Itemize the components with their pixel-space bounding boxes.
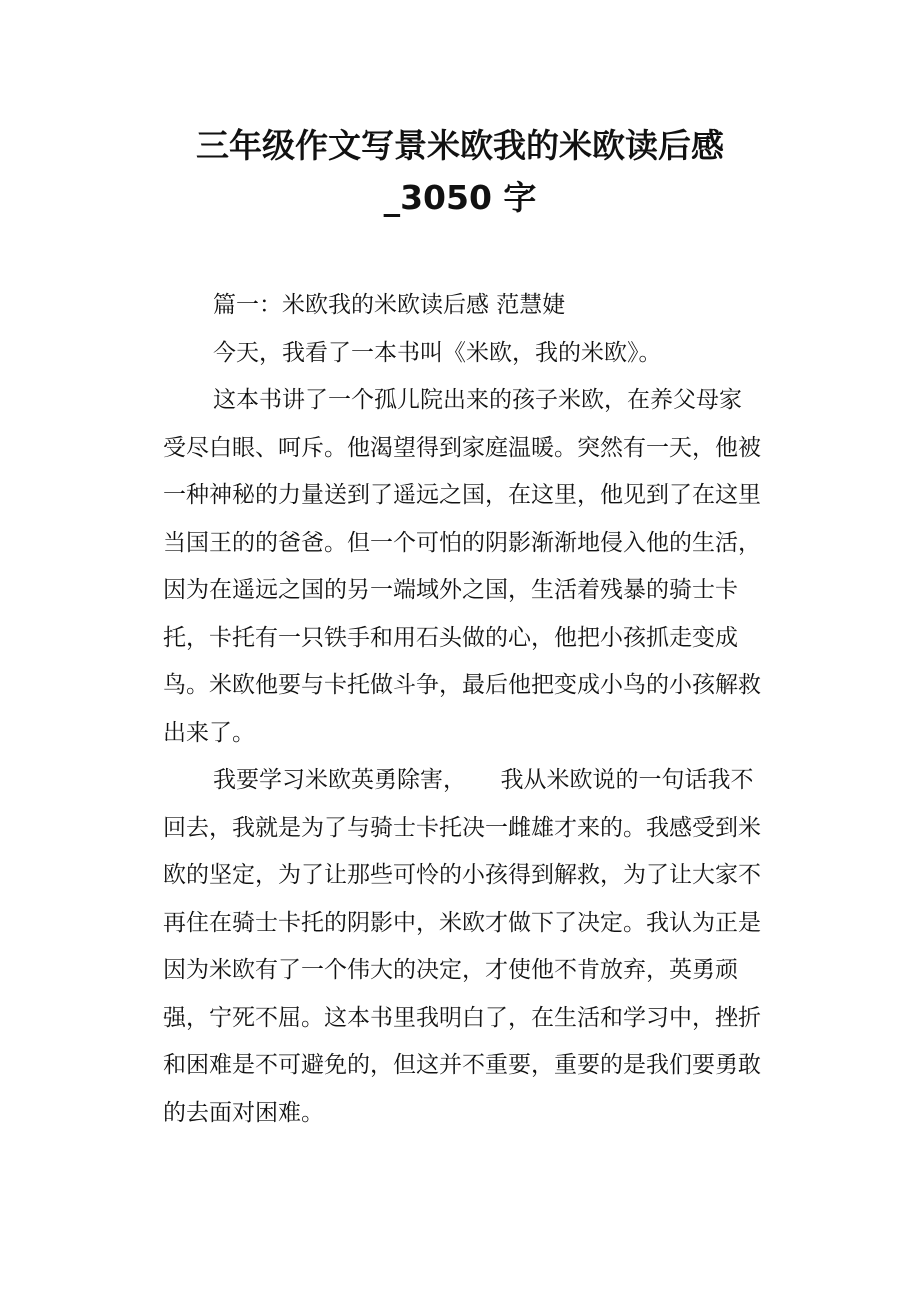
title-line-1: 三年级作文写景米欧我的米欧读后感 (196, 126, 724, 165)
paragraph: 今天，我看了一本书叫《米欧，我的米欧》。 (213, 339, 662, 366)
paragraph: 这本书讲了一个孤儿院出来的孩子米欧，在养父母家受尽白眼、呵斥。他渴望得到家庭温暖。突然有一天，他被一种神秘的力量送到了遥远之国，在这里，他见到了在这里当国王的的爸爸。但一个可怕的阴影渐渐地侵入他的生活，因为在遥远之国的另一端域外之国，生活着残暴的骑士卡托，卡托有一只铁手和用石头做的心，他把小孩抓走变成鸟。米欧他要与卡托做斗争，最后他把变成小鸟的小孩解救出来了。 (163, 387, 761, 746)
document-title (0, 120, 920, 224)
paragraph: 我要学习米欧英勇除害， 我从米欧说的一句话我不回去，我就是为了与骑士卡托决一雌雄才来的。我感受到米欧的坚定，为了让那些可怜的小孩得到解救，为了让大家不再住在骑士卡托的阴影中，米欧才做下了决定。我认为正是因为米欧有了一个伟大的决定，才使他不肯放弃，英勇顽强，宁死不屈。这本书里我明白了，在生活和学习中，挫折和困难是不可避免的，但这并不重要，重要的是我们要勇敢的去面对困难。 (163, 767, 761, 1126)
paragraph-heading: 篇一：米欧我的米欧读后感 范慧婕 (213, 292, 566, 318)
title-line-2: _3050 字 (383, 178, 537, 217)
document-body (163, 282, 763, 1137)
